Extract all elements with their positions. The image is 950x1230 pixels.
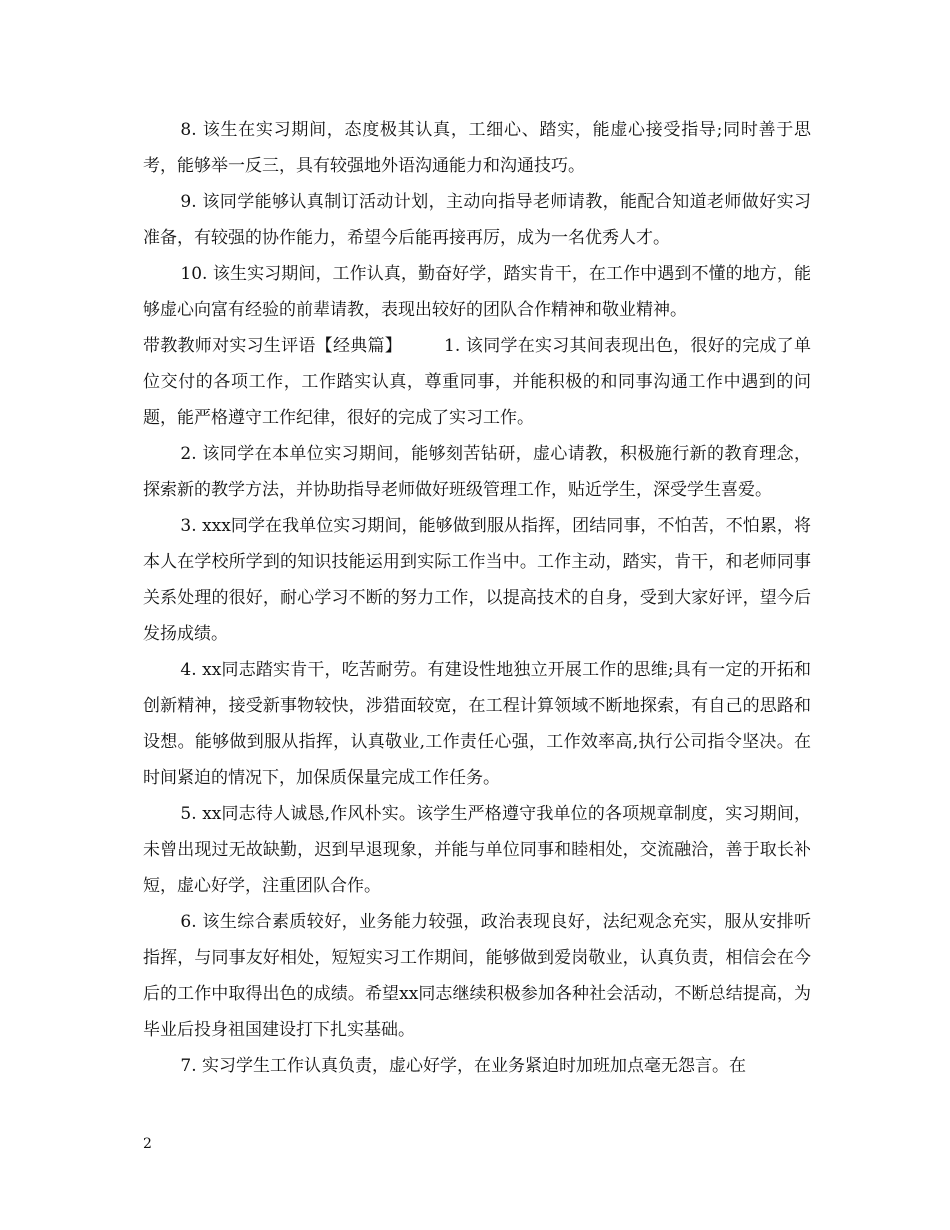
paragraph-item-7: 7. 实习学生工作认真负责，虚心好学，在业务紧迫时加班加点毫无怨言。在	[180, 1056, 747, 1076]
paragraph-item-10: 10. 该生实习期间，工作认真，勤奋好学，踏实肯干，在工作中遇到不懂的地方，能够虚心向富有经验的前辈请教，表现出较好的团队合作精神和敬业精神。	[143, 264, 811, 320]
paragraph-item-2: 2. 该同学在本单位实习期间，能够刻苦钻研，虚心请教，积极施行新的教育理念，探索新的教学方法，并协助指导老师做好班级管理工作，贴近学生，深受学生喜爱。	[143, 444, 811, 500]
paragraph-item-4: 4. xx同志踏实肯干，吃苦耐劳。有建设性地独立开展工作的思维;具有一定的开拓和创新精神，接受新事物较快，涉猎面较宽，在工程计算领域不断地探索，有自己的思路和设想。能够做到服从指挥，认真敬业,工作责任心强，工作效率高,执行公司指令坚决。在时间紧迫的情况下，加保质保量完成工作任务。	[143, 660, 811, 788]
paragraph-item-6: 6. 该生综合素质较好，业务能力较强，政治表现良好，法纪观念充实，服从安排听指挥，与同事友好相处，短短实习工作期间，能够做到爱岗敬业，认真负责，相信会在今后的工作中取得出色的成绩。希望xx同志继续积极参加各种社会活动，不断总结提高，为毕业后投身祖国建设打下扎实基础。	[143, 912, 811, 1040]
paragraph-item-5: 5. xx同志待人诚恳,作风朴实。该学生严格遵守我单位的各项规章制度，实习期间，未曾出现过无故缺勤，迟到早退现象，并能与单位同事和睦相处，交流融洽，善于取长补短，虚心好学，注重团队合作。	[143, 804, 811, 896]
paragraph-item-8: 8. 该生在实习期间，态度极其认真，工细心、踏实，能虚心接受指导;同时善于思考，能够举一反三，具有较强地外语沟通能力和沟通技巧。	[143, 120, 811, 176]
page-number: 2	[143, 1136, 152, 1152]
paragraph-item-1: 1. 该同学在实习其间表现出色，很好的完成了单位交付的各项工作，工作踏实认真，尊重同事，并能积极的和同事沟通工作中遇到的问题，能严格遵守工作纪律，很好的完成了实习工作。	[143, 336, 812, 428]
paragraph-item-3: 3. xxx同学在我单位实习期间，能够做到服从指挥，团结同事，不怕苦，不怕累，将本人在学校所学到的知识技能运用到实际工作当中。工作主动，踏实，肯干，和老师同事关系处理的很好，耐心学习不断的努力工作，以提高技术的自身，受到大家好评，望今后发扬成绩。	[143, 516, 811, 644]
paragraph-item-9: 9. 该同学能够认真制订活动计划，主动向指导老师请教，能配合知道老师做好实习准备，有较强的协作能力，希望今后能再接再厉，成为一名优秀人才。	[143, 192, 811, 248]
document-body	[143, 112, 811, 1084]
section-heading: 带教教师对实习生评语【经典篇】	[143, 336, 403, 356]
section-paragraph	[143, 328, 811, 436]
